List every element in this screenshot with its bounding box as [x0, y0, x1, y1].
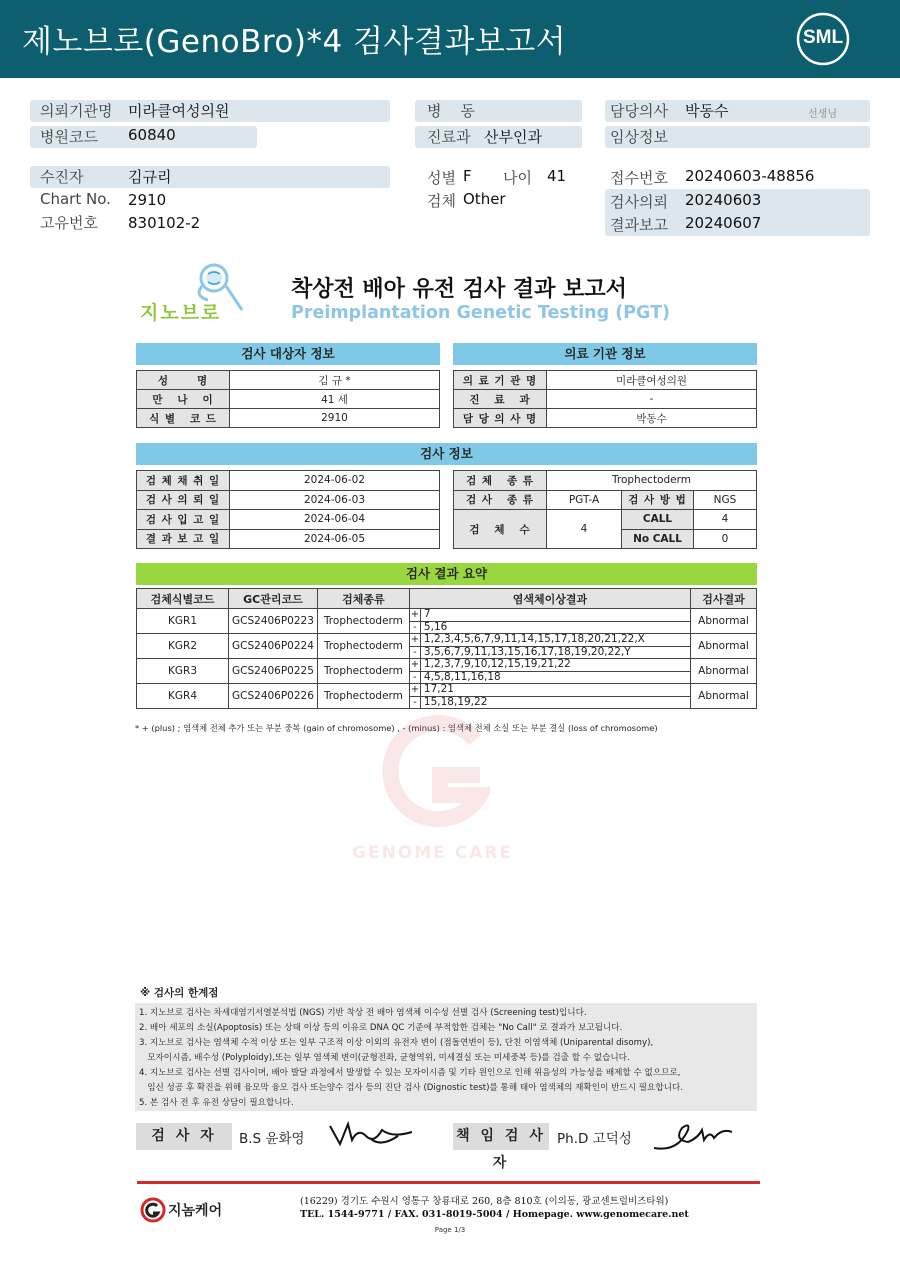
subject-code-label: 식 별 코 드 — [137, 409, 230, 428]
collect-date: 2024-06-02 — [230, 471, 440, 491]
specimen-value: Other — [463, 190, 506, 208]
tester-signature-icon — [326, 1118, 416, 1152]
minus-sign: - — [409, 621, 420, 634]
genobro-logo-text: 지노브로 — [140, 302, 222, 324]
institution-info-table — [453, 370, 757, 428]
sample-type: Trophectoderm — [317, 634, 409, 659]
doctor-value: 박동수 — [685, 102, 729, 120]
ward-label: 병 동 — [427, 102, 476, 120]
test-result: Abnormal — [691, 609, 757, 634]
subject-code: 2910 — [230, 409, 440, 428]
id-no-label: 고유번호 — [40, 214, 98, 232]
table-row — [137, 659, 757, 672]
inst-doctor: 박동수 — [547, 409, 757, 428]
loss-chromosomes: 3,5,6,7,9,11,13,15,16,17,18,19,20,22,Y — [420, 646, 690, 659]
call: 4 — [694, 510, 757, 530]
summary-table — [136, 588, 757, 709]
count-label: 검 체 수 — [454, 510, 547, 549]
limitation-line: 4. 지노브로 검사는 선별 검사이며, 배아 발달 과정에서 발생할 수 있는 모자이시즘 및 기타 원인으로 인해 위음성의 가능성을 배제할 수 없으므로, — [139, 1068, 681, 1078]
call-label: CALL — [622, 510, 694, 530]
limitation-line: 2. 배아 세포의 소실(Apoptosis) 또는 상태 이상 등의 이유로 DNA QC 기준에 부적합한 검체는 "No Call" 로 결과가 보고됩니다. — [139, 1023, 623, 1033]
gain-chromosomes: 1,2,3,7,9,10,12,15,19,21,22 — [420, 659, 690, 672]
sex-value: F — [463, 167, 472, 185]
test-type: PGT-A — [547, 490, 622, 510]
collect-date-label: 검 체 채 취 일 — [137, 471, 230, 491]
institution-value: 미라클여성의원 — [128, 102, 230, 120]
method-label: 검 사 방 법 — [622, 490, 694, 510]
receive-date: 2024-06-04 — [230, 510, 440, 530]
plus-sign: + — [410, 634, 420, 646]
sample-code: KGR3 — [137, 659, 229, 684]
chart-no-value: 2910 — [128, 191, 167, 209]
gc-code: GCS2406P0226 — [229, 684, 318, 709]
age-label: 나이 — [503, 169, 532, 187]
inst-dept-label: 진 료 과 — [454, 390, 547, 409]
page-title: 제노브로(GenoBro)*4 검사결과보고서 — [22, 24, 567, 60]
dept-value: 산부인과 — [484, 128, 542, 146]
report-title: 착상전 배아 유전 검사 결과 보고서 — [291, 277, 627, 302]
test-info-heading: 검사 정보 — [136, 443, 757, 465]
subject-info-table — [136, 370, 440, 428]
test-result: Abnormal — [691, 684, 757, 709]
institution-info-heading: 의료 기관 정보 — [453, 343, 757, 365]
page-number: Page 1/3 — [434, 1226, 466, 1234]
test-type-label: 검 사 종 류 — [454, 490, 547, 510]
chart-no-label: Chart No. — [40, 190, 111, 208]
table-row — [137, 609, 757, 622]
loss-chromosomes: 15,18,19,22 — [420, 696, 690, 709]
chief-signature-icon — [648, 1118, 738, 1156]
doctor-label: 담당의사 — [610, 102, 668, 120]
test-dates-table — [136, 470, 440, 549]
sample-type: Trophectoderm — [317, 659, 409, 684]
receipt-label: 접수번호 — [610, 169, 668, 187]
gain-chromosomes: 7 — [420, 609, 690, 622]
watermark-text: GENOME CARE — [352, 843, 514, 863]
subject-info-heading: 검사 대상자 정보 — [136, 343, 440, 365]
specimen-label: 검체 — [427, 192, 456, 210]
spec-type: Trophectoderm — [547, 471, 757, 491]
col-type: 검체종류 — [317, 589, 409, 609]
request-label: 검 사 의 뢰 일 — [137, 490, 230, 510]
loss-chromosomes: 4,5,8,11,16,18 — [420, 671, 690, 684]
loss-chromosomes: 5,16 — [420, 621, 690, 634]
sample-code: KGR1 — [137, 609, 229, 634]
test-result: Abnormal — [691, 659, 757, 684]
receive-date-label: 검 사 입 고 일 — [137, 510, 230, 530]
col-gc: GC관리코드 — [229, 589, 318, 609]
footer-address-block — [300, 1195, 689, 1221]
gc-code: GCS2406P0225 — [229, 659, 318, 684]
table-row — [137, 684, 757, 697]
test-result: Abnormal — [691, 634, 757, 659]
tester-label: 검 사 자 — [136, 1123, 232, 1150]
table-row — [137, 634, 757, 647]
hospital-code-label: 병원코드 — [40, 128, 98, 146]
sample-type: Trophectoderm — [317, 684, 409, 709]
report-date: 2024-06-05 — [230, 529, 440, 549]
col-chromosome: 염색체이상결과 — [409, 589, 690, 609]
chief-name: Ph.D 고덕성 — [557, 1131, 632, 1147]
gain-chromosomes: 1,2,3,4,5,6,7,9,11,14,15,17,18,20,21,22,X — [420, 634, 690, 647]
genomecare-logo-icon — [140, 1197, 166, 1223]
summary-heading: 검사 결과 요약 — [136, 563, 757, 585]
age-value: 41 — [547, 167, 567, 185]
patient-label: 수진자 — [40, 168, 84, 186]
gc-code: GCS2406P0223 — [229, 609, 318, 634]
doctor-suffix: 선생님 — [808, 109, 837, 120]
gc-code: GCS2406P0224 — [229, 634, 318, 659]
subject-name: 김 규 * — [230, 371, 440, 390]
dept-label: 진료과 — [427, 128, 471, 146]
report-date-value: 20240607 — [685, 214, 762, 232]
minus-sign: - — [409, 696, 420, 709]
subject-name-label: 성 명 — [137, 371, 230, 390]
limitations-title: ※ 검사의 한계점 — [140, 987, 219, 999]
sample-code: KGR4 — [137, 684, 229, 709]
genomecare-watermark-icon — [380, 710, 490, 840]
request-date-value: 20240603 — [685, 191, 762, 209]
patient-value: 김규리 — [128, 168, 172, 186]
chief-label: 책 임 검 사 자 — [453, 1123, 549, 1150]
footer-brand: 지놈케어 — [168, 1203, 223, 1219]
limitations-box — [135, 1003, 757, 1111]
patient-bar — [30, 166, 390, 188]
report-subtitle: Preimplantation Genetic Testing (PGT) — [291, 303, 671, 323]
plus-sign: + — [410, 609, 420, 621]
sex-label: 성별 — [427, 169, 456, 187]
summary-footnote: * + (plus) ; 염색체 전체 추가 또는 부분 중복 (gain of chromosome) , - (minus) : 염색체 전체 소실 또는 부분 결실 (loss of chromosome) — [135, 723, 658, 733]
inst-doctor-label: 담 당 의 사 명 — [454, 409, 547, 428]
hospital-code-value: 60840 — [128, 126, 176, 144]
sample-type: Trophectoderm — [317, 609, 409, 634]
col-sample: 검체식별코드 — [137, 589, 229, 609]
footer-divider — [137, 1181, 760, 1184]
minus-sign: - — [409, 646, 420, 659]
count: 4 — [547, 510, 622, 549]
subject-age: 41 세 — [230, 390, 440, 409]
id-no-value: 830102-2 — [128, 214, 201, 232]
tester-name: B.S 윤화영 — [239, 1131, 305, 1147]
subject-age-label: 만 나 이 — [137, 390, 230, 409]
request-date-label: 검사의뢰 — [610, 193, 668, 211]
top-banner — [0, 0, 900, 78]
inst-name: 미라클여성의원 — [547, 371, 757, 390]
test-spec-table — [453, 470, 757, 549]
col-result: 검사결과 — [691, 589, 757, 609]
plus-sign: + — [410, 684, 420, 696]
sml-logo — [796, 12, 850, 66]
minus-sign: - — [409, 671, 420, 684]
report-label: 결 과 보 고 일 — [137, 529, 230, 549]
institution-label: 의뢰기관명 — [40, 102, 113, 120]
limitation-line: 모자이시즘, 배수성 (Polyploidy),또는 일부 염색체 변이(균형전좌, 균형역위, 미세결실 또는 미세중복 등)를 검출 할 수 없습니다. — [139, 1053, 630, 1063]
footer-contact: TEL. 1544-9771 / FAX. 031-8019-5004 / Homepage. www.genomecare.net — [300, 1209, 689, 1220]
nocall: 0 — [694, 529, 757, 549]
gain-chromosomes: 17,21 — [420, 684, 690, 697]
request-date: 2024-06-03 — [230, 490, 440, 510]
limitation-line: 임신 성공 후 확진을 위해 융모막 융모 검사 또는양수 검사 등의 진단 검사 (Dignostic test)를 통해 태아 염색체의 재확인이 반드시 필요합니다. — [139, 1083, 683, 1093]
inst-dept: - — [547, 390, 757, 409]
limitation-line: 1. 지노브로 검사는 차세대염기서열분석법 (NGS) 기반 착상 전 배아 염색체 이수성 선별 검사 (Screening test)입니다. — [139, 1008, 587, 1018]
limitation-line: 3. 지노브로 검사는 염색체 수적 이상 또는 일부 구조적 이상 이외의 유전자 변이 (점돌연변이 등), 단친 이염색체 (Uniparental disomy), — [139, 1038, 654, 1048]
sample-code: KGR2 — [137, 634, 229, 659]
footer-address: (16229) 경기도 수원시 영통구 창룡대로 260, 8층 810호 (이의동, 광교센트럴비즈타워) — [300, 1196, 669, 1207]
report-date-label: 결과보고 — [610, 216, 668, 234]
limitation-line: 5. 본 검사 전 후 유전 상담이 필요합니다. — [139, 1098, 294, 1108]
clinical-label: 임상정보 — [610, 128, 668, 146]
method: NGS — [694, 490, 757, 510]
inst-name-label: 의 료 기 관 명 — [454, 371, 547, 390]
spec-type-label: 검 체 종 류 — [454, 471, 547, 491]
receipt-value: 20240603-48856 — [685, 167, 815, 185]
plus-sign: + — [410, 659, 420, 671]
genobro-logo — [138, 262, 250, 324]
nocall-label: No CALL — [622, 529, 694, 549]
sml-logo-text: SML — [802, 27, 844, 48]
